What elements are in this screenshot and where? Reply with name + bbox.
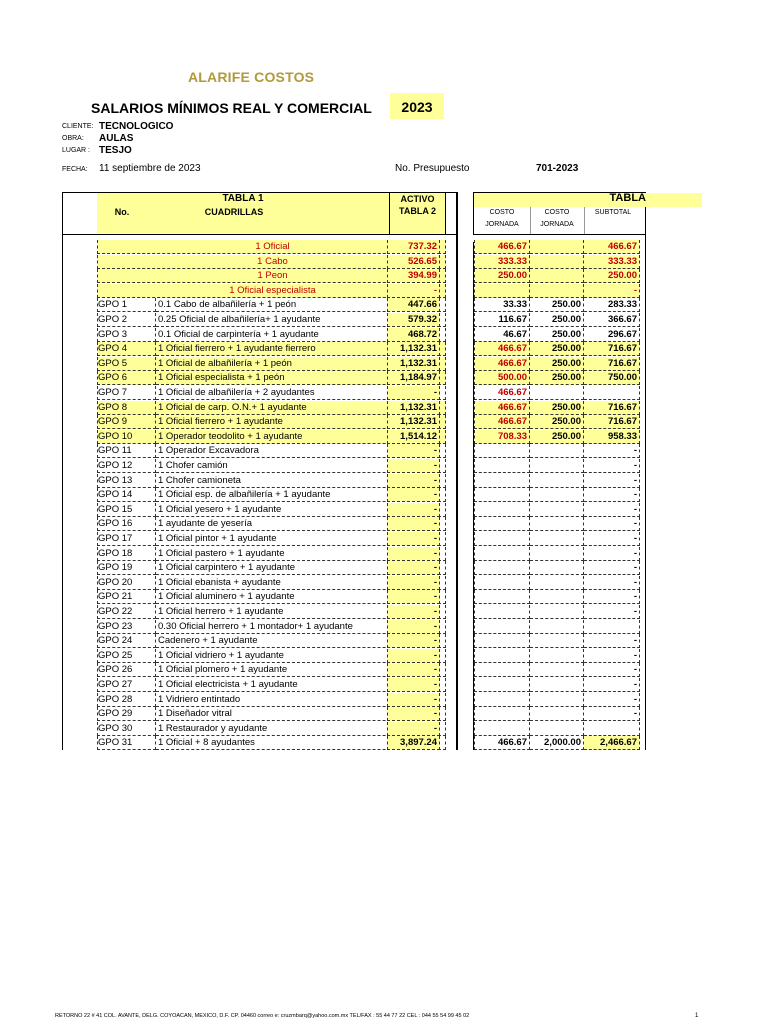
row-subtotal: 2,466.67 bbox=[584, 736, 640, 750]
row-costo-jornada: 466.67 bbox=[474, 357, 530, 371]
base-row bbox=[97, 284, 643, 299]
row-costo-jornada-2 bbox=[530, 722, 584, 736]
row-costo-jornada-2 bbox=[530, 517, 584, 531]
row-subtotal: 716.67 bbox=[584, 401, 640, 415]
row-description: 0.1 Cabo de albañilería + 1 peón bbox=[156, 298, 446, 312]
header-no: No. bbox=[114, 207, 130, 217]
row-costo-jornada: 333.33 bbox=[474, 255, 530, 269]
row-costo-jornada bbox=[474, 561, 530, 575]
row-activo: - bbox=[387, 517, 440, 531]
table-row bbox=[97, 474, 643, 489]
row-subtotal: - bbox=[584, 503, 640, 517]
table-row bbox=[97, 678, 643, 693]
header-cuadrillas: CUADRILLAS bbox=[204, 207, 264, 217]
table-row bbox=[97, 532, 643, 547]
table-row bbox=[97, 415, 643, 430]
row-costo-jornada: 250.00 bbox=[474, 269, 530, 283]
row-description: 1 Oficial esp. de albañilería + 1 ayudante bbox=[156, 488, 446, 502]
row-activo: - bbox=[387, 561, 440, 575]
row-code: GPO 27 bbox=[97, 678, 156, 692]
obra-label: OBRA: bbox=[62, 135, 84, 142]
table-row bbox=[97, 620, 643, 635]
row-activo: 447.66 bbox=[387, 298, 440, 312]
row-activo: - bbox=[387, 722, 440, 736]
row-subtotal: - bbox=[584, 576, 640, 590]
row-activo: - bbox=[387, 605, 440, 619]
row-subtotal: - bbox=[584, 444, 640, 458]
page-title: SALARIOS MÍNIMOS REAL Y COMERCIAL bbox=[91, 100, 372, 116]
row-costo-jornada bbox=[474, 547, 530, 561]
row-description: 1 Chofer camión bbox=[156, 459, 446, 473]
row-costo-jornada bbox=[474, 693, 530, 707]
row-subtotal: 716.67 bbox=[584, 357, 640, 371]
row-subtotal: - bbox=[584, 459, 640, 473]
row-costo-jornada: 33.33 bbox=[474, 298, 530, 312]
row-description: 1 Cabo bbox=[97, 255, 446, 269]
row-subtotal: 958.33 bbox=[584, 430, 640, 444]
row-description: 1 Peon bbox=[97, 269, 446, 283]
row-costo-jornada-2: 250.00 bbox=[530, 328, 584, 342]
row-costo-jornada: 466.67 bbox=[474, 342, 530, 356]
row-activo: - bbox=[387, 386, 440, 400]
row-description: 1 Oficial fierrero + 1 ayudante fierrero bbox=[156, 342, 446, 356]
row-activo: 468.72 bbox=[387, 328, 440, 342]
row-costo-jornada-2 bbox=[530, 561, 584, 575]
row-costo-jornada-2 bbox=[530, 269, 584, 283]
row-activo: - bbox=[387, 663, 440, 677]
table-row bbox=[97, 517, 643, 532]
row-code: GPO 20 bbox=[97, 576, 156, 590]
row-description: 1 Oficial electricista + 1 ayudante bbox=[156, 678, 446, 692]
presupuesto-label: No. Presupuesto bbox=[395, 163, 470, 174]
row-costo-jornada bbox=[474, 634, 530, 648]
row-code: GPO 10 bbox=[97, 430, 156, 444]
row-code: GPO 19 bbox=[97, 561, 156, 575]
table-row bbox=[97, 298, 643, 313]
row-activo: 579.32 bbox=[387, 313, 440, 327]
table-row bbox=[97, 342, 643, 357]
row-costo-jornada-2 bbox=[530, 649, 584, 663]
row-activo: - bbox=[387, 488, 440, 502]
table-row bbox=[97, 590, 643, 605]
header-subtotal: SUBTOTAL bbox=[594, 209, 632, 216]
table-row bbox=[97, 634, 643, 649]
row-subtotal: - bbox=[584, 517, 640, 531]
row-subtotal bbox=[584, 386, 640, 400]
row-code: GPO 4 bbox=[97, 342, 156, 356]
row-code: GPO 16 bbox=[97, 517, 156, 531]
row-costo-jornada-2: 250.00 bbox=[530, 313, 584, 327]
fecha-label: FECHA: bbox=[62, 166, 88, 173]
row-description: 0.1 Oficial de carpintería + 1 ayudante bbox=[156, 328, 446, 342]
row-costo-jornada-2: 250.00 bbox=[530, 401, 584, 415]
row-costo-jornada: 466.67 bbox=[474, 736, 530, 750]
row-subtotal: 283.33 bbox=[584, 298, 640, 312]
row-code: GPO 7 bbox=[97, 386, 156, 400]
row-code: GPO 3 bbox=[97, 328, 156, 342]
row-description: 1 Oficial de albañilería + 1 peón bbox=[156, 357, 446, 371]
table-row bbox=[97, 722, 643, 737]
row-activo: 1,132.31 bbox=[387, 401, 440, 415]
row-description: 1 Oficial plomero + 1 ayudante bbox=[156, 663, 446, 677]
table-row bbox=[97, 459, 643, 474]
row-costo-jornada: 500.00 bbox=[474, 371, 530, 385]
row-costo-jornada-2 bbox=[530, 576, 584, 590]
row-subtotal: - bbox=[584, 561, 640, 575]
table-row bbox=[97, 386, 643, 401]
row-costo-jornada bbox=[474, 488, 530, 502]
row-subtotal: 716.67 bbox=[584, 415, 640, 429]
row-activo: - bbox=[387, 678, 440, 692]
row-costo-jornada-2 bbox=[530, 620, 584, 634]
row-costo-jornada-2 bbox=[530, 459, 584, 473]
row-description: 1 Oficial vidriero + 1 ayudante bbox=[156, 649, 446, 663]
base-row bbox=[97, 240, 643, 255]
row-subtotal: - bbox=[584, 707, 640, 721]
frame-right-header-bottom bbox=[473, 234, 646, 235]
frame-hdr-div-1 bbox=[530, 207, 531, 234]
row-code: GPO 12 bbox=[97, 459, 156, 473]
row-activo: 1,132.31 bbox=[387, 357, 440, 371]
row-costo-jornada bbox=[474, 649, 530, 663]
presupuesto-value: 701-2023 bbox=[536, 163, 579, 174]
frame-activo-right bbox=[445, 192, 446, 234]
lugar-value: TESJO bbox=[99, 145, 132, 156]
table-row bbox=[97, 444, 643, 459]
row-description: 1 Oficial herrero + 1 ayudante bbox=[156, 605, 446, 619]
lugar-label: LUGAR : bbox=[62, 147, 91, 154]
row-code: GPO 14 bbox=[97, 488, 156, 502]
table-row bbox=[97, 605, 643, 620]
table-row bbox=[97, 401, 643, 416]
row-costo-jornada-2 bbox=[530, 590, 584, 604]
row-subtotal: - bbox=[584, 605, 640, 619]
row-activo: - bbox=[387, 444, 440, 458]
row-costo-jornada-2: 250.00 bbox=[530, 298, 584, 312]
row-code: GPO 2 bbox=[97, 313, 156, 327]
base-row bbox=[97, 269, 643, 284]
row-description: 1 Oficial especialista + 1 peón bbox=[156, 371, 446, 385]
row-subtotal: 296.67 bbox=[584, 328, 640, 342]
row-costo-jornada-2 bbox=[530, 678, 584, 692]
table-row bbox=[97, 488, 643, 503]
row-description: 1 Chofer camioneta bbox=[156, 474, 446, 488]
row-code: GPO 29 bbox=[97, 707, 156, 721]
obra-value: AULAS bbox=[99, 133, 134, 144]
row-activo: 737.32 bbox=[387, 240, 440, 254]
brand-title: ALARIFE COSTOS bbox=[188, 69, 315, 85]
row-activo: 394.99 bbox=[387, 269, 440, 283]
header-tabla: TABLA bbox=[609, 192, 646, 204]
row-subtotal: - bbox=[584, 532, 640, 546]
row-subtotal: - bbox=[584, 663, 640, 677]
row-code: GPO 30 bbox=[97, 722, 156, 736]
row-costo-jornada: 466.67 bbox=[474, 386, 530, 400]
row-description: 1 Operador teodolito + 1 ayudante bbox=[156, 430, 446, 444]
row-description: 1 Oficial de carp. O.N.+ 1 ayudante bbox=[156, 401, 446, 415]
row-costo-jornada bbox=[474, 707, 530, 721]
row-costo-jornada bbox=[474, 576, 530, 590]
row-costo-jornada bbox=[474, 284, 530, 298]
row-description: 0.25 Oficial de albañilería+ 1 ayudante bbox=[156, 313, 446, 327]
row-code: GPO 11 bbox=[97, 444, 156, 458]
row-code: GPO 5 bbox=[97, 357, 156, 371]
row-costo-jornada: 116.67 bbox=[474, 313, 530, 327]
row-subtotal: - bbox=[584, 474, 640, 488]
row-costo-jornada-2 bbox=[530, 547, 584, 561]
row-subtotal bbox=[584, 722, 640, 736]
row-subtotal: 750.00 bbox=[584, 371, 640, 385]
row-subtotal bbox=[584, 620, 640, 634]
cliente-label: CLIENTE: bbox=[62, 123, 94, 130]
row-subtotal: 366.67 bbox=[584, 313, 640, 327]
row-subtotal: - bbox=[584, 649, 640, 663]
frame-left-edge bbox=[62, 192, 63, 750]
year-badge: 2023 bbox=[390, 93, 444, 119]
row-subtotal: - bbox=[584, 693, 640, 707]
row-costo-jornada: 46.67 bbox=[474, 328, 530, 342]
table-row bbox=[97, 503, 643, 518]
row-description: 1 Oficial carpintero + 1 ayudante bbox=[156, 561, 446, 575]
row-code: GPO 13 bbox=[97, 474, 156, 488]
row-description: 1 Oficial ebanista + ayudante bbox=[156, 576, 446, 590]
row-description: Cadenero + 1 ayudante bbox=[156, 634, 446, 648]
table-row bbox=[97, 313, 643, 328]
header-tabla1: TABLA 1 bbox=[222, 193, 264, 204]
row-activo: - bbox=[387, 547, 440, 561]
row-activo: - bbox=[387, 284, 440, 298]
table-row bbox=[97, 576, 643, 591]
row-activo: 1,184.97 bbox=[387, 371, 440, 385]
row-costo-jornada-2 bbox=[530, 707, 584, 721]
row-description: 1 Oficial fierrero + 1 ayudante bbox=[156, 415, 446, 429]
row-activo: - bbox=[387, 503, 440, 517]
row-subtotal: - bbox=[584, 284, 640, 298]
row-costo-jornada bbox=[474, 532, 530, 546]
row-code: GPO 1 bbox=[97, 298, 156, 312]
row-costo-jornada bbox=[474, 722, 530, 736]
row-code: GPO 25 bbox=[97, 649, 156, 663]
row-subtotal: - bbox=[584, 634, 640, 648]
table-row bbox=[97, 663, 643, 678]
row-subtotal: 250.00 bbox=[584, 269, 640, 283]
row-subtotal: - bbox=[584, 590, 640, 604]
row-costo-jornada-2: 250.00 bbox=[530, 430, 584, 444]
row-description: 1 Restaurador y ayudante bbox=[156, 722, 446, 736]
row-description: 1 Oficial especialista bbox=[97, 284, 446, 298]
table-row bbox=[97, 649, 643, 664]
row-activo: - bbox=[387, 707, 440, 721]
row-description: 1 Vidriero entintado bbox=[156, 693, 446, 707]
header-jornada-2: JORNADA bbox=[540, 221, 574, 228]
row-costo-jornada bbox=[474, 517, 530, 531]
row-costo-jornada bbox=[474, 474, 530, 488]
row-costo-jornada bbox=[474, 444, 530, 458]
row-costo-jornada-2 bbox=[530, 532, 584, 546]
row-activo: - bbox=[387, 649, 440, 663]
row-code: GPO 23 bbox=[97, 620, 156, 634]
row-code: GPO 18 bbox=[97, 547, 156, 561]
row-description: 1 Oficial yesero + 1 ayudante bbox=[156, 503, 446, 517]
table-row bbox=[97, 693, 643, 708]
row-costo-jornada-2 bbox=[530, 605, 584, 619]
row-code: GPO 22 bbox=[97, 605, 156, 619]
row-costo-jornada-2: 250.00 bbox=[530, 371, 584, 385]
base-row bbox=[97, 255, 643, 270]
row-description: 1 ayudante de yesería bbox=[156, 517, 446, 531]
row-subtotal: - bbox=[584, 488, 640, 502]
row-costo-jornada-2 bbox=[530, 663, 584, 677]
row-description: 1 Diseñador vitral bbox=[156, 707, 446, 721]
header-activo: ACTIVO bbox=[400, 194, 435, 204]
row-subtotal: 716.67 bbox=[584, 342, 640, 356]
row-description: 1 Oficial pastero + 1 ayudante bbox=[156, 547, 446, 561]
header-tabla2: TABLA 2 bbox=[399, 206, 436, 216]
row-costo-jornada-2 bbox=[530, 693, 584, 707]
row-code: GPO 17 bbox=[97, 532, 156, 546]
row-costo-jornada bbox=[474, 459, 530, 473]
row-description: 0.30 Oficial herrero + 1 montador+ 1 ayudante bbox=[156, 620, 446, 634]
table-row bbox=[97, 707, 643, 722]
table-row bbox=[97, 561, 643, 576]
row-activo: 526.65 bbox=[387, 255, 440, 269]
header-costo-2: COSTO bbox=[544, 209, 570, 216]
row-activo: - bbox=[387, 532, 440, 546]
row-code: GPO 8 bbox=[97, 401, 156, 415]
table-row bbox=[97, 736, 643, 751]
row-description: 1 Oficial pintor + 1 ayudante bbox=[156, 532, 446, 546]
row-costo-jornada-2: 2,000.00 bbox=[530, 736, 584, 750]
frame-hdr-div-2 bbox=[584, 207, 585, 234]
row-costo-jornada: 466.67 bbox=[474, 415, 530, 429]
row-code: GPO 24 bbox=[97, 634, 156, 648]
row-costo-jornada-2 bbox=[530, 386, 584, 400]
row-description: 1 Oficial aluminero + 1 ayudante bbox=[156, 590, 446, 604]
row-subtotal: - bbox=[584, 547, 640, 561]
row-description: 1 Oficial de albañilería + 2 ayudantes bbox=[156, 386, 446, 400]
row-activo: 1,132.31 bbox=[387, 342, 440, 356]
row-costo-jornada-2 bbox=[530, 284, 584, 298]
row-subtotal: 466.67 bbox=[584, 240, 640, 254]
row-costo-jornada-2 bbox=[530, 240, 584, 254]
row-activo: - bbox=[387, 590, 440, 604]
page-number: 1 bbox=[695, 1013, 699, 1019]
row-code: GPO 9 bbox=[97, 415, 156, 429]
row-code: GPO 31 bbox=[97, 736, 156, 750]
row-activo: - bbox=[387, 576, 440, 590]
table-row bbox=[97, 547, 643, 562]
row-costo-jornada bbox=[474, 678, 530, 692]
row-costo-jornada-2 bbox=[530, 444, 584, 458]
row-costo-jornada bbox=[474, 663, 530, 677]
row-costo-jornada-2 bbox=[530, 255, 584, 269]
row-costo-jornada bbox=[474, 590, 530, 604]
row-costo-jornada bbox=[474, 620, 530, 634]
row-activo: 1,132.31 bbox=[387, 415, 440, 429]
footer-address: RETORNO 22 # 41 COL. AVANTE, DELG. COYOACAN, MEXICO, D.F. CP. 04460 correo e: cruzmbarq@yahoo.com.mx TEL/FAX : 55 44 77 22 CEL : 044 55 54 99 45 02 bbox=[55, 1013, 470, 1019]
row-costo-jornada: 466.67 bbox=[474, 401, 530, 415]
cliente-value: TECNOLOGICO bbox=[99, 121, 174, 132]
row-costo-jornada-2: 250.00 bbox=[530, 357, 584, 371]
row-costo-jornada-2: 250.00 bbox=[530, 415, 584, 429]
row-subtotal: - bbox=[584, 678, 640, 692]
row-code: GPO 28 bbox=[97, 693, 156, 707]
frame-right-table-right bbox=[645, 192, 646, 750]
row-costo-jornada-2 bbox=[530, 474, 584, 488]
row-activo: - bbox=[387, 459, 440, 473]
row-costo-jornada: 708.33 bbox=[474, 430, 530, 444]
header-costo-1: COSTO bbox=[489, 209, 515, 216]
row-subtotal: 333.33 bbox=[584, 255, 640, 269]
table-row bbox=[97, 430, 643, 445]
row-description: 1 Operador Excavadora bbox=[156, 444, 446, 458]
row-description: 1 Oficial bbox=[97, 240, 446, 254]
row-activo: 1,514.12 bbox=[387, 430, 440, 444]
row-activo: - bbox=[387, 474, 440, 488]
row-costo-jornada-2: 250.00 bbox=[530, 342, 584, 356]
row-activo: - bbox=[387, 634, 440, 648]
row-costo-jornada bbox=[474, 503, 530, 517]
row-description: 1 Oficial + 8 ayudantes bbox=[156, 736, 446, 750]
header-tabla-bg bbox=[474, 193, 702, 207]
row-activo: 3,897.24 bbox=[387, 736, 440, 750]
fecha-value: 11 septiembre de 2023 bbox=[99, 163, 201, 174]
row-costo-jornada bbox=[474, 605, 530, 619]
row-code: GPO 26 bbox=[97, 663, 156, 677]
frame-header-bottom bbox=[62, 234, 457, 235]
table-row bbox=[97, 328, 643, 343]
row-costo-jornada-2 bbox=[530, 503, 584, 517]
row-activo: - bbox=[387, 620, 440, 634]
row-costo-jornada-2 bbox=[530, 488, 584, 502]
table-row bbox=[97, 357, 643, 372]
row-activo: - bbox=[387, 693, 440, 707]
table-row bbox=[97, 371, 643, 386]
row-code: GPO 21 bbox=[97, 590, 156, 604]
row-costo-jornada-2 bbox=[530, 634, 584, 648]
header-jornada-1: JORNADA bbox=[485, 221, 519, 228]
row-costo-jornada: 466.67 bbox=[474, 240, 530, 254]
row-code: GPO 6 bbox=[97, 371, 156, 385]
row-code: GPO 15 bbox=[97, 503, 156, 517]
